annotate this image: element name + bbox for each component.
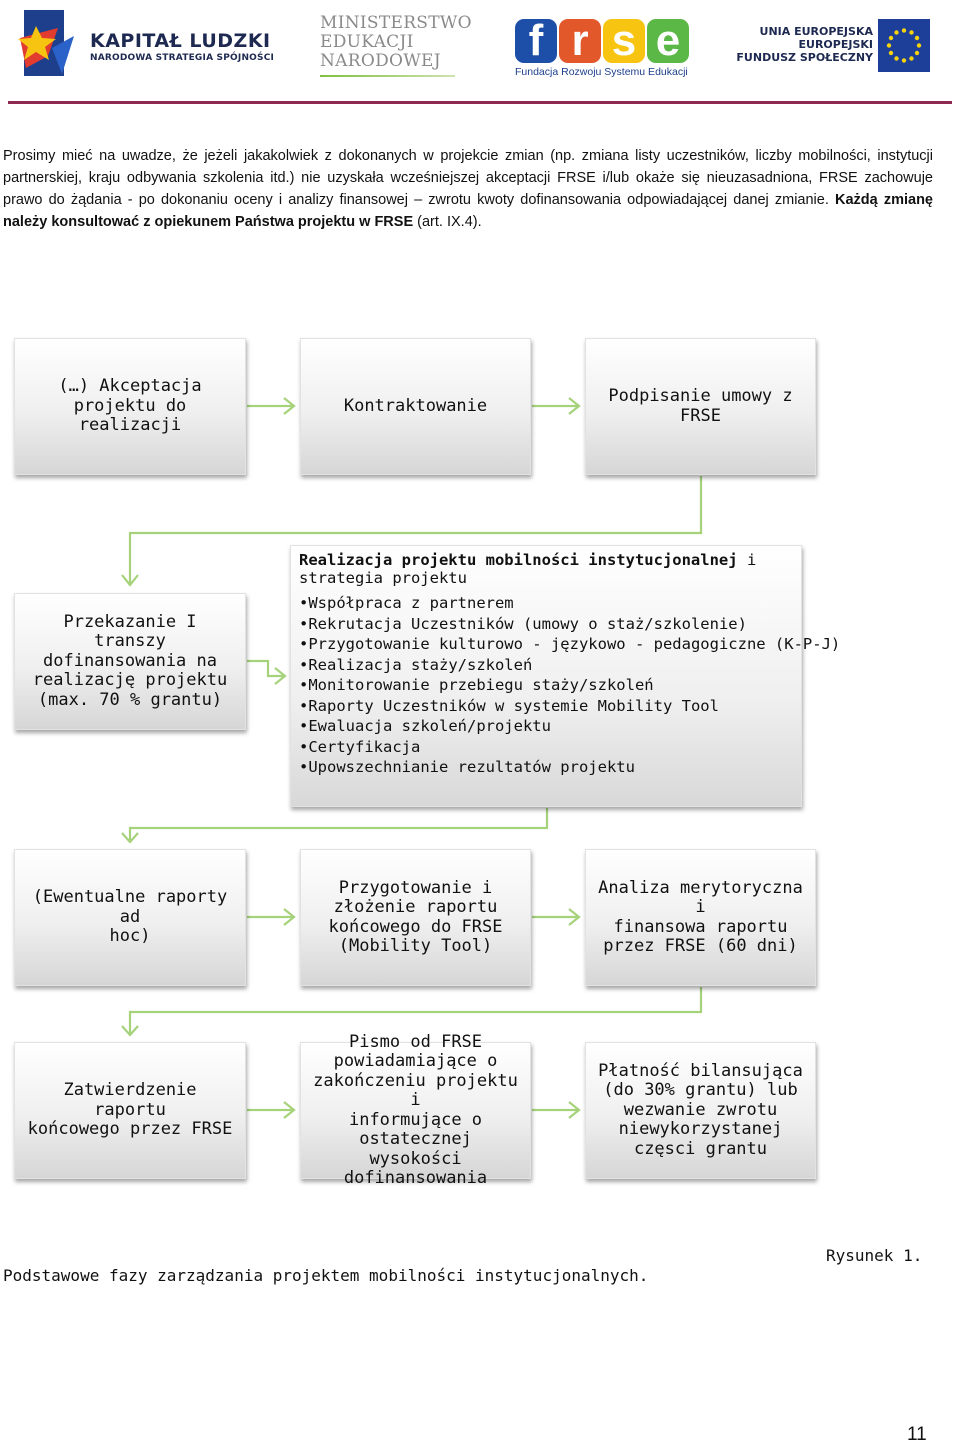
- flow-step-label-line: wezwanie zwrotu: [623, 1099, 778, 1120]
- flow-step-label-line: Podpisanie umowy z: [608, 386, 793, 406]
- flow-step-label-line: (max. 70 % grantu): [37, 689, 223, 710]
- flow-step-5-item: • Przygotowanie kulturowo - językowo - pedagogiczne (K-P-J): [299, 634, 793, 655]
- flow-step-label-line: niewykorzystanej: [618, 1119, 783, 1140]
- flow-step-label-line: realizację projektu: [32, 670, 228, 691]
- flow-step-label-line: Pismo od FRSE: [348, 1031, 483, 1052]
- flow-step-1: [14, 338, 246, 475]
- flow-step-5-item: • Monitorowanie przebiegu staży/szkoleń: [299, 675, 793, 696]
- flow-step-label-line: Płatność bilansująca: [598, 1060, 803, 1081]
- arrow-step6-step7: [247, 909, 294, 925]
- flow-step-label-line: zakończeniu projektu i: [313, 1070, 518, 1110]
- frse-logo-letter-r: r: [559, 19, 601, 63]
- men-logo-line: NARODOWEJ: [320, 51, 441, 71]
- flow-step-label-line: (Mobility Tool): [338, 936, 493, 956]
- flow-step-11: [585, 1042, 816, 1179]
- flow-step-label-line: ostatecznej wysokości: [359, 1129, 472, 1169]
- flow-step-3: [585, 338, 816, 475]
- flow-step-label-line: projektu do realizacji: [73, 395, 187, 436]
- flow-step-5-title-rest: i strategia projektu: [299, 551, 757, 587]
- flow-step-label-line: Kontraktowanie: [343, 395, 488, 416]
- flow-step-label-line: powiadamiające o: [333, 1051, 498, 1071]
- flow-step-label-line: Przekazanie I transzy: [63, 611, 197, 652]
- frse-logo-caption: Fundacja Rozwoju Systemu Edukacji: [515, 66, 688, 78]
- flow-step-6: [14, 849, 246, 986]
- flow-step-2: [300, 338, 531, 475]
- flow-step-label-line: informujące o: [348, 1109, 483, 1130]
- flow-step-5: [290, 545, 841, 807]
- notice-text: Prosimy mieć na uwadze, że jeżeli jakakolwiek z dokonanych w projekcie zmian (np. zmiana listy uczestników, liczby mobilności, instytucji partnerskiej, kraju odbywania szkolenia itd.) nie uzyskała wcześniejszej akceptacji FRSE i/lub okaże się nieuzasadniona, FRSE zachowuje prawo do żądania - po dokonaniu oceny i analizy finansowej – zwrotu kwoty dofinansowania odpowiadającej danej zmianie.: [3, 148, 933, 208]
- arrow-step9-step10: [247, 1102, 294, 1118]
- flow-step-label-line: Zatwierdzenie raportu: [63, 1080, 197, 1120]
- eu-logo-line: UNIA EUROPEJSKA: [759, 25, 873, 38]
- men-logo-line: EDUKACJI: [320, 32, 414, 52]
- flow-step-label-line: dofinansowania: [343, 1168, 488, 1188]
- flow-step-8: [585, 849, 816, 986]
- kapital-ludzki-subtitle: NARODOWA STRATEGIA SPÓJNOŚCI: [90, 53, 275, 63]
- arrow-step2-step3: [532, 398, 579, 414]
- flow-step-10: [300, 1031, 531, 1188]
- flow-step-label-line: (Ewentualne raporty ad: [32, 887, 228, 927]
- flow-step-5-title-bold: Realizacja projektu mobilności instytucjonalnej: [299, 551, 738, 569]
- frse-logo-letter-f: f: [515, 19, 557, 63]
- flow-step-label-line: (…) Akceptacja: [58, 376, 202, 397]
- frse-logo-letter-e: e: [647, 19, 689, 63]
- flow-step-label-line: częsci grantu: [633, 1138, 768, 1159]
- arrow-step4-step5: [247, 661, 285, 684]
- flow-step-5-list: [299, 593, 841, 778]
- flow-step-label-line: dofinansowania na: [43, 650, 217, 671]
- notice-reference: (art. IX.4).: [413, 214, 482, 230]
- flow-step-5-item: • Współpraca z partnerem: [299, 593, 793, 614]
- flow-step-label-line: końcowego do FRSE: [328, 916, 503, 937]
- flow-step-label-line: FRSE: [680, 405, 721, 426]
- flow-step-label-line: końcowego przez FRSE: [27, 1119, 233, 1140]
- flow-step-5-item: • Upowszechnianie rezultatów projektu: [299, 757, 793, 778]
- arrow-step10-step11: [532, 1102, 579, 1118]
- flow-step-label-line: Analiza merytoryczna i: [598, 877, 803, 917]
- arrow-step1-step2: [247, 398, 294, 414]
- flow-step-5-item: • Certyfikacja: [299, 737, 793, 758]
- flow-step-label-line: złożenie raportu: [333, 897, 498, 917]
- page-number: 11: [907, 1424, 927, 1445]
- flow-step-5-item: • Realizacja staży/szkoleń: [299, 655, 793, 676]
- notice-bold-text: Każdą zmianę należy konsultować z opiekunem Państwa projektu w FRSE: [3, 192, 933, 230]
- men-logo-line: MINISTERSTWO: [320, 13, 472, 33]
- flow-step-7: [300, 849, 531, 986]
- figure-caption: Podstawowe fazy zarządzania projektem mobilności instytucjonalnych.: [3, 1266, 649, 1285]
- flow-step-label-line: (do 30% grantu) lub: [603, 1080, 798, 1101]
- flow-step-9: [14, 1042, 246, 1179]
- flow-step-label-line: Przygotowanie i: [338, 877, 493, 898]
- kapital-ludzki-title: KAPITAŁ LUDZKI: [90, 30, 271, 52]
- eu-logo-line: EUROPEJSKI: [798, 38, 873, 51]
- flow-step-5-item: • Raporty Uczestników w systemie Mobility Tool: [299, 696, 793, 717]
- flow-step-5-item: • Ewaluacja szkoleń/projektu: [299, 716, 793, 737]
- flow-step-5-title: [299, 552, 793, 587]
- connector-step8-step9: [122, 987, 701, 1035]
- flow-step-label-line: finansowa raportu: [613, 916, 788, 937]
- flow-step-4: [14, 593, 246, 730]
- flow-step-5-item: • Rekrutacja Uczestników (umowy o staż/szkolenie): [299, 614, 793, 635]
- flow-step-label-line: hoc): [109, 926, 151, 947]
- eu-logo-line: FUNDUSZ SPOŁECZNY: [736, 51, 873, 64]
- figure-label: Rysunek 1.: [826, 1246, 923, 1265]
- flow-step-label-line: przez FRSE (60 dni): [603, 936, 798, 956]
- connector-step5-step6: [122, 808, 547, 842]
- frse-logo-letter-s: s: [603, 19, 645, 63]
- arrow-step7-step8: [532, 909, 579, 925]
